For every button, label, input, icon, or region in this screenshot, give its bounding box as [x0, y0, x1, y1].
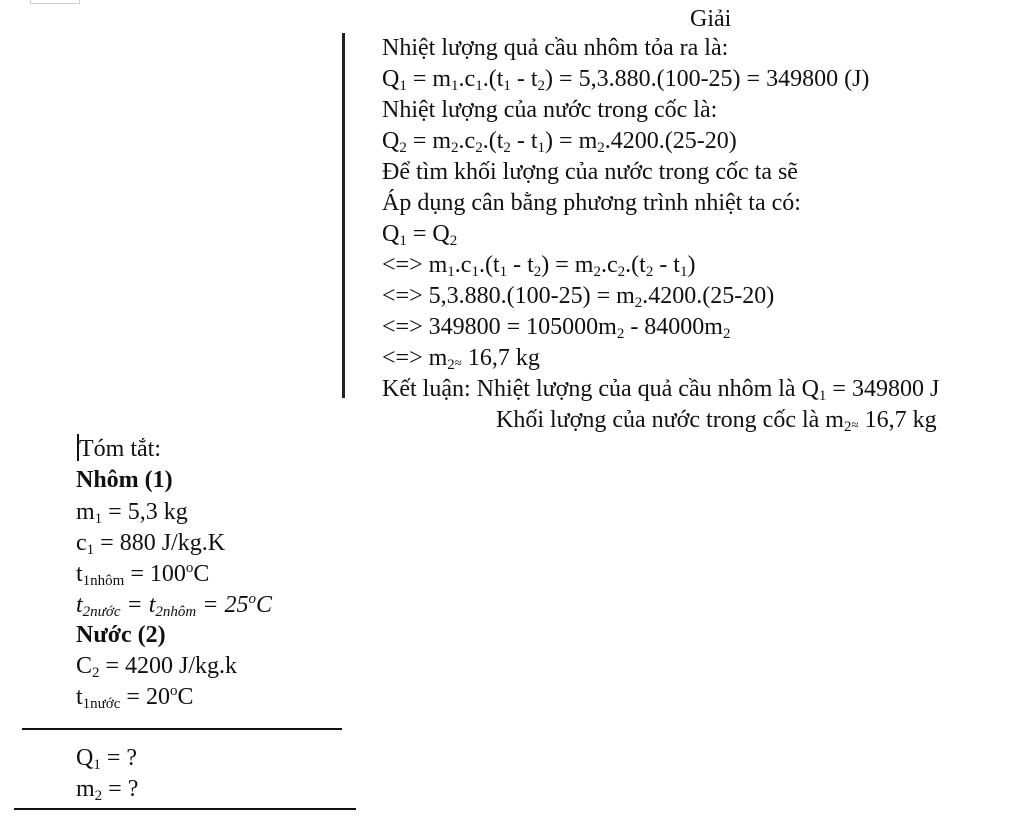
heat-aluminum-label: Nhiệt lượng quả cầu nhôm tỏa ra là:: [382, 35, 729, 61]
q2-equation: $Q_2 = m_2.c_2.(t_2 - t_1) = m_2.4200.(25-20)$: [382, 128, 737, 156]
equation-step-2: <=> $5,3.880.(100-25) = m_2.4200.(25-20)$: [382, 283, 775, 311]
equation-step-4: <=> $m_2\approx 16,7$ kg: [382, 345, 540, 373]
q1-equals-q2: $Q_1 = Q_2$: [382, 221, 458, 249]
window-corner-decoration: [30, 0, 80, 4]
aluminum-heading: Nhôm (1): [76, 467, 173, 493]
equation-step-3: <=> $349800 = 105000m_2 - 84000m_2$: [382, 314, 731, 342]
equation-step-1: <=> $m_1.c_1.(t_1 - t_2) = m_2.c_2.(t_2 - t_1)$: [382, 252, 696, 280]
q1-equation: $Q_1 = m_1.c_1.(t_1 - t_2) = 5,3.880.(100-25) = 349800$ (J): [382, 66, 870, 94]
given-t1-water: $t_{1nước} = 20^oC$: [76, 683, 194, 712]
summary-separator: [22, 728, 342, 730]
conclusion-heat: Kết luận: Nhiệt lượng của quả cầu nhôm là $Q_1 = 349800$ J: [382, 376, 940, 404]
given-c1: $c_1 = 880$ J/kg.K: [76, 530, 226, 558]
conclusion-mass: Khối lượng của nước trong cốc là $m_2\approx 16,7$ kg: [496, 407, 937, 435]
column-divider: [342, 33, 345, 398]
given-m1: $m_1 = 5,3$ kg: [76, 499, 188, 527]
unknown-q1: $Q_1$ = ?: [76, 745, 138, 773]
find-mass-text: Để tìm khối lượng của nước trong cốc ta sẽ: [382, 159, 798, 185]
given-t2: $t_{2nước} = t_{2nhôm} = 25^oC$: [76, 591, 272, 620]
heat-water-label: Nhiệt lượng của nước trong cốc là:: [382, 97, 718, 123]
given-t1-aluminum: $t_{1nhôm} = 100^oC$: [76, 560, 210, 589]
summary-title: Tóm tắt:: [79, 436, 161, 462]
given-c2: $C_2 = 4200$ J/kg.k: [76, 653, 238, 681]
summary-bottom-line: [14, 808, 356, 810]
water-heading: Nước (2): [76, 622, 166, 648]
unknown-m2: $m_2$ = ?: [76, 776, 139, 804]
balance-text: Áp dụng cân bằng phương trình nhiệt ta có:: [382, 190, 801, 216]
solution-title: Giải: [690, 6, 732, 32]
